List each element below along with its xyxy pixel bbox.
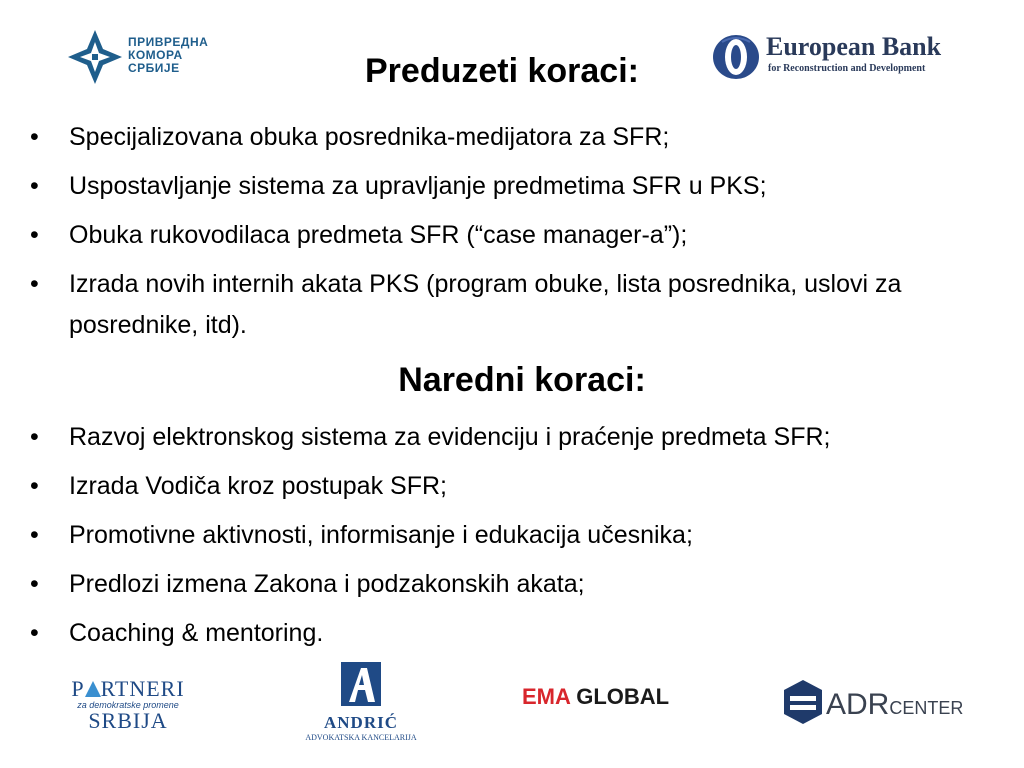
bullet-icon: • (30, 221, 39, 249)
pks-name-line2: КОМОРА (128, 48, 183, 62)
list-item-text: Promotivne aktivnosti, informisanje i edukacija učesnika; (69, 521, 693, 549)
list-item (0, 264, 1004, 346)
list-item (0, 515, 1004, 556)
pks-name-line3: СРБИЈЕ (128, 61, 180, 75)
list-item-text: Izrada novih internih akata PKS (program obuke, lista posrednika, uslovi za posrednike, itd). (69, 270, 902, 339)
partneri-line1-start: P (71, 676, 85, 701)
partneri-tagline: za demokratske promene (77, 700, 179, 710)
list-item-text: Coaching & mentoring. (69, 619, 324, 647)
list-item (0, 166, 1004, 207)
ebrd-name: European Bank (766, 32, 942, 61)
bullet-icon: • (30, 472, 39, 500)
list-item-text: Specijalizovana obuka posrednika-medijatora za SFR; (69, 123, 670, 151)
bullet-icon: • (30, 172, 39, 200)
adr-center-logo (782, 678, 972, 728)
andric-logo (302, 662, 420, 754)
section2-title: Naredni koraci: (398, 361, 646, 399)
list-item-text: Predlozi izmena Zakona i podzakonskih akata; (69, 570, 585, 598)
partneri-line1 (58, 676, 198, 702)
adr-name (826, 688, 963, 722)
list-item-text: Uspostavljanje sistema za upravljanje predmetima SFR u PKS; (69, 172, 767, 200)
bullet-icon: • (30, 423, 39, 451)
adr-name-main: ADR (826, 688, 890, 721)
adr-name-small: CENTER (889, 698, 964, 718)
partneri-line3: SRBIJA (88, 708, 168, 733)
section1-title: Preduzeti koraci: (365, 52, 639, 90)
triangle-icon (85, 681, 101, 697)
list-item-text: Izrada Vodiča kroz postupak SFR; (69, 472, 447, 500)
bullet-icon: • (30, 123, 39, 151)
pks-name-line1: ПРИВРЕДНА (128, 35, 209, 49)
bullet-icon: • (30, 570, 39, 598)
partneri-srbija-logo (58, 676, 198, 744)
list-item (0, 466, 1004, 507)
global-text: GLOBAL (576, 684, 670, 709)
bullet-icon: • (30, 270, 39, 298)
list-item (0, 613, 1004, 654)
andric-emblem-icon (341, 662, 381, 706)
bullet-icon: • (30, 619, 39, 647)
bullet-icon: • (30, 521, 39, 549)
list-item-text: Razvoj elektronskog sistema za evidenciju i praćenje predmeta SFR; (69, 423, 831, 451)
section2-list (0, 417, 1004, 662)
partneri-line1-end: RTNERI (100, 676, 185, 701)
list-item (0, 215, 1004, 256)
adr-emblem-icon (782, 678, 824, 726)
list-item (0, 564, 1004, 605)
ema-text: EMA (522, 684, 571, 709)
section1-list (0, 117, 1004, 354)
list-item (0, 417, 1004, 458)
andric-name: ANDRIĆ (324, 713, 398, 732)
ebrd-subtitle: for Reconstruction and Development (768, 63, 926, 74)
list-item (0, 117, 1004, 158)
andric-subtitle: ADVOKATSKA KANCELARIJA (305, 733, 417, 742)
ema-global-logo (522, 684, 669, 710)
list-item-text: Obuka rukovodilaca predmeta SFR (“case manager-a”); (69, 221, 688, 249)
